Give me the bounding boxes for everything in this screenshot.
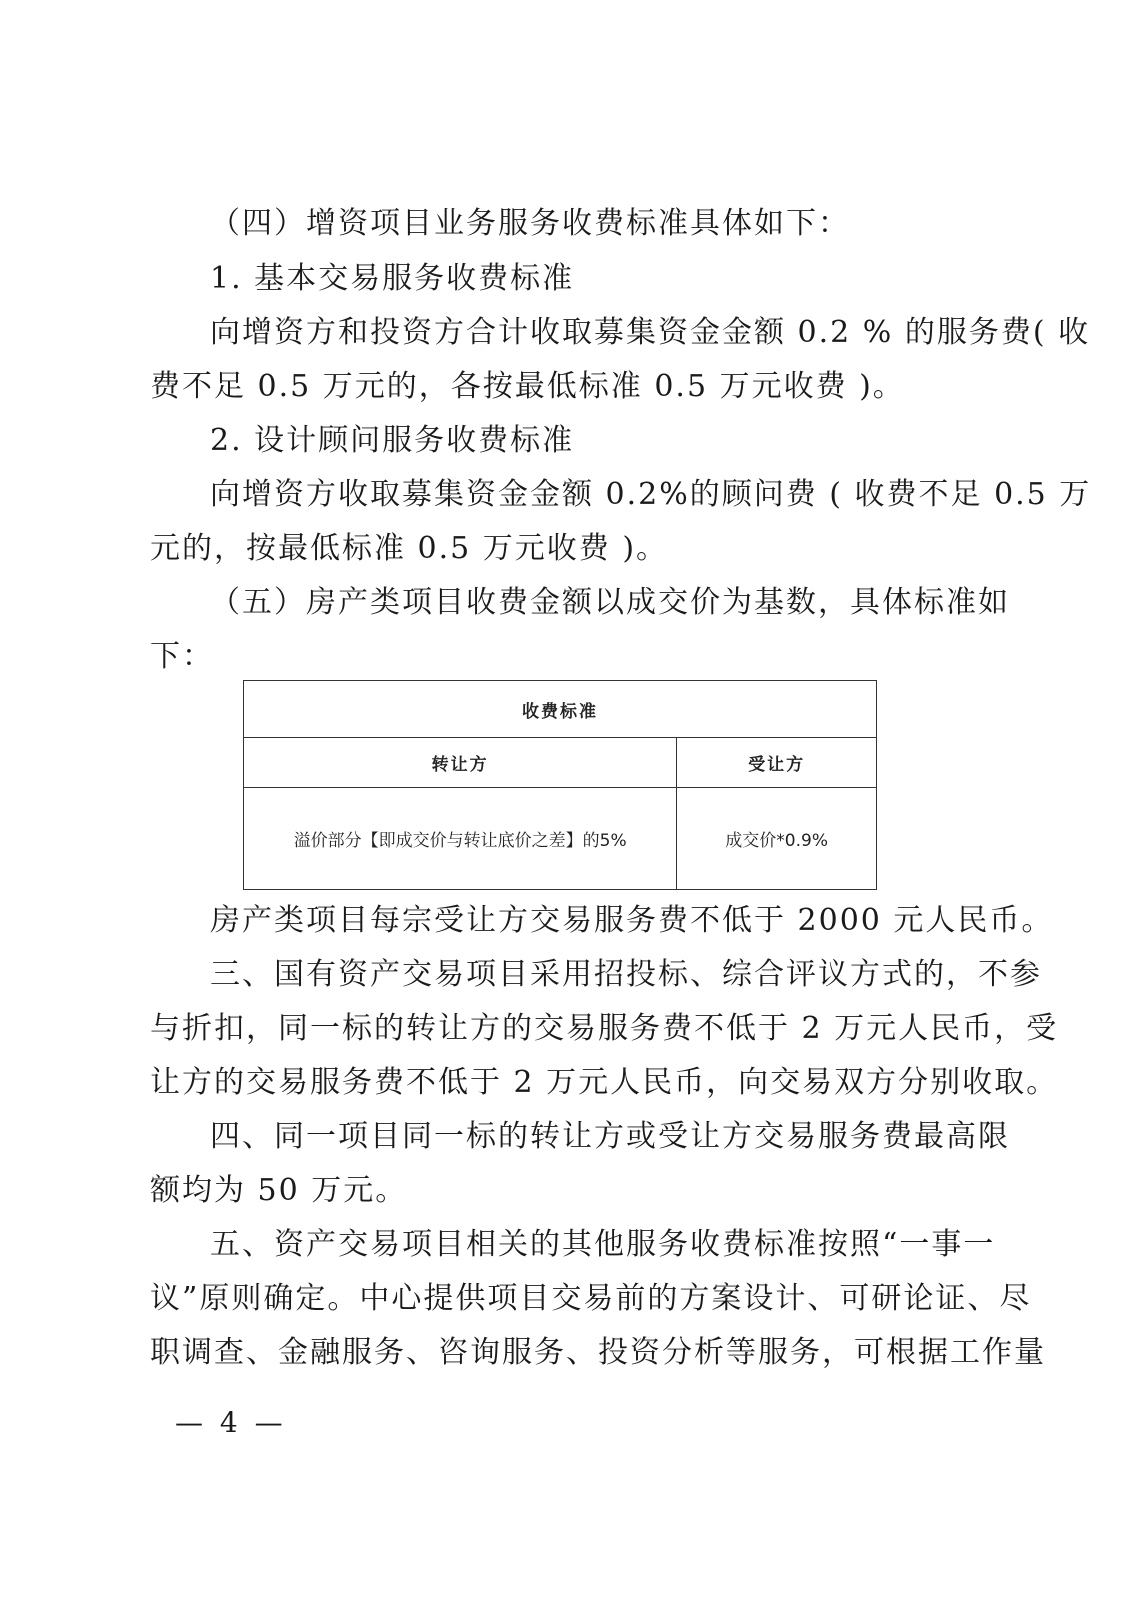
section-5-heading-line-1: （五）房产类项目收费金额以成交价为基数，具体标准如 <box>210 585 1010 620</box>
table-cell-transferor-fee: 溢价部分【即成交价与转让底价之差】的5% <box>244 788 677 890</box>
section-5b-line-1: 五、资产交易项目相关的其他服务收费标准按照“一事一 <box>210 1227 996 1262</box>
section-4b-line-1: 四、同一项目同一标的转让方或受让方交易服务费最高限 <box>210 1119 1010 1154</box>
section-5b-line-2: 议”原则确定。中心提供项目交易前的方案设计、可研论证、尽 <box>150 1281 1032 1316</box>
section-5b-line-3: 职调查、金融服务、咨询服务、投资分析等服务，可根据工作量 <box>150 1335 1046 1370</box>
table-header-transferor: 转让方 <box>244 738 677 788</box>
paragraph-basic-fee-line-1: 向增资方和投资方合计收取募集资金金额 0.2 % 的服务费( 收 <box>210 315 1091 350</box>
paragraph-consulting-fee-line-1: 向增资方收取募集资金金额 0.2%的顾问费 ( 收费不足 0.5 万 <box>210 477 1092 512</box>
section-3-line-1: 三、国有资产交易项目采用招投标、综合评议方式的，不参 <box>210 957 1042 992</box>
table-title: 收费标准 <box>244 681 877 738</box>
paragraph-basic-fee-line-2: 费不足 0.5 万元的，各按最低标准 0.5 万元收费 )。 <box>150 369 905 404</box>
table-cell-transferee-fee: 成交价*0.9% <box>677 788 877 890</box>
section-3-line-3: 让方的交易服务费不低于 2 万元人民币，向交易双方分别收取。 <box>150 1065 1059 1100</box>
item-1-heading: 1. 基本交易服务收费标准 <box>210 261 575 296</box>
paragraph-consulting-fee-line-2: 元的，按最低标准 0.5 万元收费 )。 <box>150 531 669 566</box>
section-3-line-2: 与折扣，同一标的转让方的交易服务费不低于 2 万元人民币，受 <box>150 1011 1059 1046</box>
item-2-heading: 2. 设计顾问服务收费标准 <box>210 423 575 458</box>
section-4b-line-2: 额均为 50 万元。 <box>150 1173 408 1208</box>
section-5-heading-line-2: 下： <box>150 639 214 674</box>
section-4-heading: （四）增资项目业务服务收费标准具体如下： <box>210 206 850 241</box>
page-number: — 4 — <box>175 1406 287 1439</box>
fee-standard-table <box>243 680 877 890</box>
paragraph-real-estate-min-fee: 房产类项目每宗受让方交易服务费不低于 2000 元人民币。 <box>210 903 1054 938</box>
table-header-transferee: 受让方 <box>677 738 877 788</box>
